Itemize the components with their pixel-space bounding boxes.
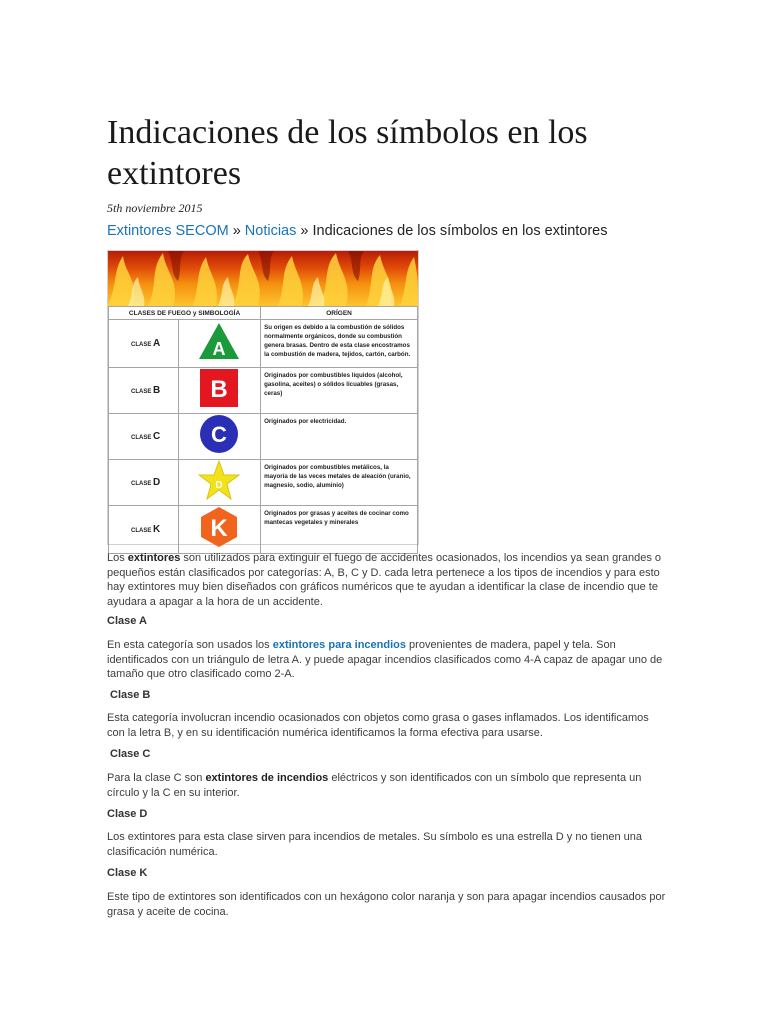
svg-text:A: A bbox=[212, 339, 226, 359]
breadcrumb-current: Indicaciones de los símbolos en los extintores bbox=[312, 223, 608, 239]
breadcrumb-separator: » bbox=[296, 223, 313, 239]
breadcrumb-home-link[interactable]: Extintores SECOM bbox=[107, 223, 229, 239]
table-header-classes: CLASES DE FUEGO y SIMBOLOGÍA bbox=[109, 307, 261, 320]
class-label: CLASE D bbox=[109, 460, 179, 506]
class-label: CLASE A bbox=[109, 320, 179, 368]
breadcrumb bbox=[107, 223, 608, 239]
post-date: 5th noviembre 2015 bbox=[107, 201, 203, 215]
page-title: Indicaciones de los símbolos en los extintores bbox=[107, 114, 588, 192]
origin-text: Originados por electricidad. bbox=[261, 414, 418, 460]
intro-paragraph: Los extintores son utilizados para extinguir el fuego de accidentes ocasionados, los incendios ya sean grandes o pequeños están clasificados por categorías: A, B, C y D. cada letra pertenece a los tipos de incendios y para esto hay extintores muy bien diseñados con gráficos numéricos que te ayudan a identificar la clase de incendio que te ayudara a apagar a la hora de un accidente. bbox=[107, 552, 662, 608]
red-square-icon bbox=[199, 368, 239, 408]
table-header-origin: ORÍGEN bbox=[261, 307, 418, 320]
origin-text: Originados por grasas y aceites de cocinar como mantecas vegetales y minerales bbox=[261, 506, 418, 554]
section-heading-clase-k: Clase K bbox=[107, 867, 148, 879]
section-heading-clase-d: Clase D bbox=[107, 808, 148, 820]
breadcrumb-separator: » bbox=[228, 223, 245, 239]
table-row bbox=[109, 368, 418, 414]
extintores-link[interactable]: extintores para incendios bbox=[272, 639, 406, 651]
blue-circle-icon bbox=[199, 414, 239, 454]
flames-graphic bbox=[108, 251, 418, 306]
table-row bbox=[109, 414, 418, 460]
origin-text: Originados por combustibles líquidos (alcohol, gasolina, aceites) o sólidos licuables (grasas, ceras) bbox=[261, 368, 418, 414]
orange-hexagon-icon bbox=[198, 506, 240, 548]
section-heading-clase-c: Clase C bbox=[110, 748, 151, 760]
svg-text:D: D bbox=[215, 480, 224, 491]
section-text-clase-k: Este tipo de extintores son identificados con un hexágono color naranja y son para apagar incendios causados por grasa y aceite de cocina. bbox=[107, 891, 666, 918]
green-triangle-icon bbox=[197, 321, 241, 361]
origin-text: Su origen es debido a la combustión de sólidos normalmente orgánicos, donde su combustión genera brasas. Dentro de esta clase encostramos la combustión de madera, tejidos, cartón, carbón. bbox=[261, 320, 418, 368]
table-row bbox=[109, 506, 418, 554]
origin-text: Originados por combustibles metálicos, la mayoría de las veces metales de aleación (uranio, magnesio, sodio, aluminio) bbox=[261, 460, 418, 506]
svg-text:B: B bbox=[210, 376, 229, 403]
breadcrumb-section-link[interactable]: Noticias bbox=[244, 223, 297, 239]
svg-text:C: C bbox=[211, 422, 228, 447]
class-label: CLASE K bbox=[109, 506, 179, 554]
yellow-star-icon bbox=[198, 460, 240, 500]
section-heading-clase-b: Clase B bbox=[110, 689, 151, 701]
section-text-clase-c: Para la clase C son extintores de incendios eléctricos y son identificados con un símbolo que representa un círculo y la C en su interior. bbox=[107, 772, 642, 799]
fire-classes-table bbox=[108, 306, 418, 554]
svg-text:K: K bbox=[210, 515, 229, 542]
table-row bbox=[109, 320, 418, 368]
section-text-clase-d: Los extintores para esta clase sirven para incendios de metales. Su símbolo es una estrella D y no tienen una clasificación numérica. bbox=[107, 831, 643, 858]
class-label: CLASE C bbox=[109, 414, 179, 460]
class-label: CLASE B bbox=[109, 368, 179, 414]
table-row bbox=[109, 460, 418, 506]
section-text-clase-b: Esta categoría involucran incendio ocasionados con objetos como grasa o gases inflamados. Los identificamos con la letra B, y en su identificación numérica identificamos la forma efectiva para usarse. bbox=[107, 712, 649, 739]
section-heading-clase-a: Clase A bbox=[107, 615, 147, 627]
flames-banner bbox=[108, 251, 418, 306]
section-text-clase-a: En esta categoría son usados los extintores para incendios provenientes de madera, papel y tela. Son identificados con un triángulo de letra A. y puede apagar incendios clasificados como 4-A capaz de apagar uno de tamaño que otro clasificado como 2-A. bbox=[107, 639, 663, 680]
fire-classes-figure bbox=[107, 250, 419, 545]
